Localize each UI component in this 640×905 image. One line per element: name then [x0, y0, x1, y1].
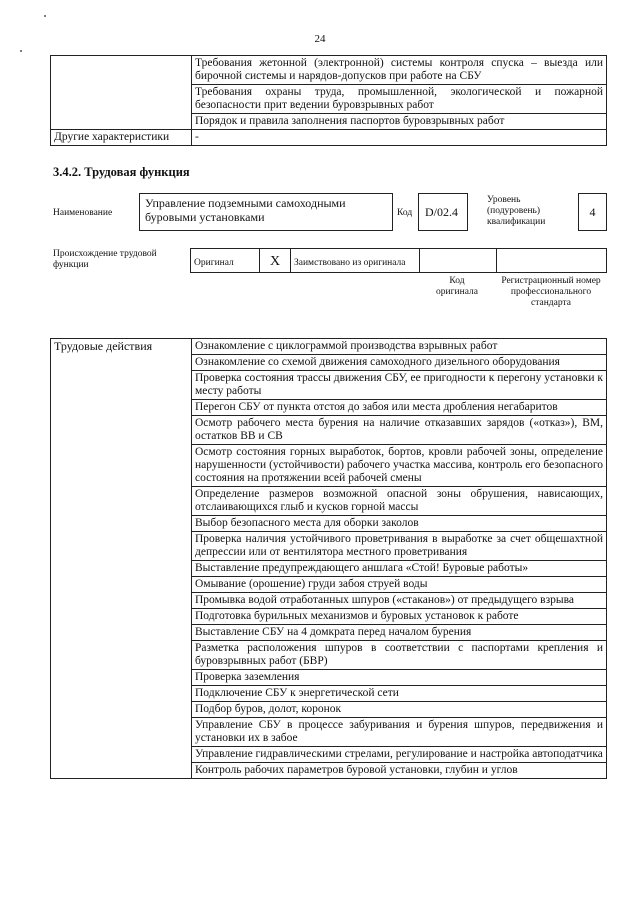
work-action-item: Подключение СБУ к энергетической сети: [192, 686, 607, 702]
original-label: Оригинал: [194, 257, 234, 268]
page-number: 24: [314, 33, 326, 45]
table-row: [51, 339, 607, 355]
work-action-item: Осмотр рабочего места бурения на наличие отказавших зарядов («отказ»), ВМ, остатков ВВ и СВ: [192, 416, 607, 445]
work-action-item: Проверка состояния трассы движения СБУ, ее пригодности к перегону установки к месту работы: [192, 371, 607, 400]
code-original-label: Код оригинала: [436, 276, 478, 297]
section-heading: 3.4.2. Трудовая функция: [53, 165, 190, 179]
work-action-item: Омывание (орошение) груди забоя струей воды: [192, 577, 607, 593]
work-action-item: Определение размеров возможной опасной зоны обрушения, нависающих, отслаивающихся глыб и кусков горной массы: [192, 487, 607, 516]
work-action-item: Ознакомление с циклограммой производства взрывных работ: [192, 339, 607, 355]
origin-table: [190, 248, 607, 273]
row-label: Другие характеристики: [51, 130, 192, 146]
work-action-item: Управление СБУ в процессе забуривания и бурения шпуров, передвижения и установки их в забое: [192, 718, 607, 747]
original-mark: X: [269, 253, 281, 269]
work-action-item: Проверка заземления: [192, 670, 607, 686]
code-field: D/02.4: [418, 193, 468, 231]
scan-dot: [20, 50, 22, 52]
work-action-item: Выбор безопасного места для оборки заколов: [192, 516, 607, 532]
row-text: Требования охраны труда, промышленной, экологической и пожарной безопасности прит ведении буровзрывных работ: [192, 85, 607, 114]
borrowed-cell: [291, 249, 420, 273]
row-label: [51, 56, 192, 130]
work-action-item: Подготовка бурильных механизмов и буровых установок к работе: [192, 609, 607, 625]
reg-number-cell: [497, 249, 607, 273]
work-action-item: Ознакомление со схемой движения самоходного дизельного оборудования: [192, 355, 607, 371]
scan-dot: [44, 15, 46, 17]
table-row: [51, 56, 607, 85]
reg-number-label: Регистрационный номер профессионального стандарта: [501, 276, 601, 308]
work-action-item: Подбор буров, долот, коронок: [192, 702, 607, 718]
work-action-item: Осмотр состояния горных выработок, бортов, кровли рабочей зоны, определение нарушенности (устойчивости) рабочего участка массива, контроль его безопасного состояния на протяжении всей рабочей смены: [192, 445, 607, 487]
requirements-table: [50, 55, 607, 146]
work-action-item: Управление гидравлическими стрелами, регулирование и настройка автоподатчика: [192, 747, 607, 763]
work-action-item: Разметка расположения шпуров в соответствии с паспортами крепления и буровзрывных работ (БВР): [192, 641, 607, 670]
work-actions-label: Трудовые действия: [51, 339, 192, 779]
work-actions-table: [50, 338, 607, 779]
borrowed-label: Заимствовано из оригинала: [294, 257, 406, 268]
work-action-item: Перегон СБУ от пункта отстоя до забоя или места дробления негабаритов: [192, 400, 607, 416]
work-action-item: Проверка наличия устойчивого проветривания в выработке за счет общешахтной депрессии или от вентилятора местного проветривания: [192, 532, 607, 561]
work-action-item: Промывка водой отработанных шпуров («стаканов») от предыдущего взрыва: [192, 593, 607, 609]
original-mark-cell: [260, 249, 291, 273]
work-action-item: Выставление предупреждающего аншлага «Стой! Буровые работы»: [192, 561, 607, 577]
level-field: 4: [578, 193, 607, 231]
level-label: Уровень (подуровень) квалификации: [487, 195, 546, 227]
origin-label: Происхождение трудовой функции: [53, 249, 157, 270]
work-action-item: Выставление СБУ на 4 домкрата перед началом бурения: [192, 625, 607, 641]
code-original-cell: [420, 249, 497, 273]
table-row: [51, 130, 607, 146]
work-action-item: Контроль рабочих параметров буровой установки, глубин и углов: [192, 763, 607, 779]
row-text: Требования жетонной (электронной) системы контроля спуска – выезда или бирочной системы и нарядов-допусков при работе на СБУ: [192, 56, 607, 85]
row-text: -: [192, 130, 607, 146]
original-cell: [191, 249, 260, 273]
code-label: Код: [397, 208, 413, 218]
name-label: Наименование: [53, 208, 113, 218]
row-text: Порядок и правила заполнения паспортов буровзрывных работ: [192, 114, 607, 130]
function-name-field: Управление подземными самоходными буровыми установками: [139, 193, 393, 231]
